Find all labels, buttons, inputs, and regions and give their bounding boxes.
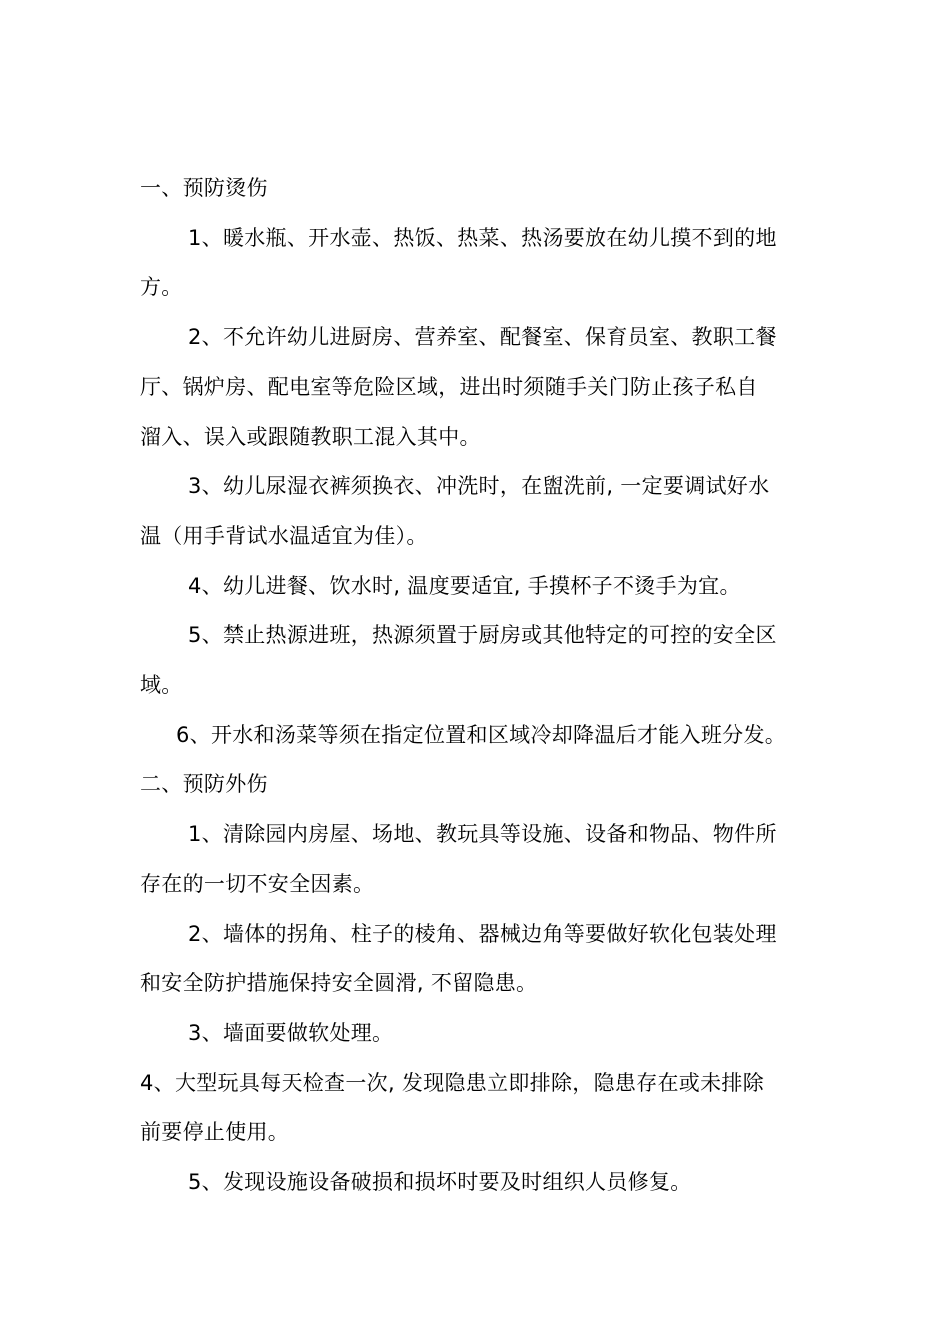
paragraph-line: 方。 bbox=[140, 275, 183, 300]
paragraph-line: 6、开水和汤菜等须在指定位置和区域冷却降温后才能入班分发。 bbox=[176, 722, 787, 747]
paragraph-line: 1、清除园内房屋、场地、教玩具等设施、设备和物品、物件所 bbox=[188, 822, 777, 847]
paragraph-line: 4、大型玩具每天检查一次, 发现隐患立即排除，隐患存在或未排除 bbox=[140, 1070, 765, 1095]
section-heading-scald: 一、预防烫伤 bbox=[140, 176, 268, 200]
section-heading-injury: 二、预防外伤 bbox=[140, 772, 268, 797]
paragraph-line: 存在的一切不安全因素。 bbox=[140, 871, 375, 896]
paragraph-line: 溜入、误入或跟随教职工混入其中。 bbox=[140, 424, 481, 449]
document-body bbox=[140, 164, 820, 1208]
paragraph-line: 温（用手背试水温适宜为佳）。 bbox=[140, 523, 428, 548]
paragraph-line: 1、暖水瓶、开水壶、热饭、热菜、热汤要放在幼儿摸不到的地 bbox=[188, 225, 777, 250]
paragraph-line: 2、墙体的拐角、柱子的棱角、器械边角等要做好软化包装处理 bbox=[188, 921, 777, 946]
paragraph-line: 域。 bbox=[140, 673, 183, 698]
paragraph-line: 2、不允许幼儿进厨房、营养室、配餐室、保育员室、教职工餐 bbox=[188, 325, 777, 350]
paragraph-line: 5、禁止热源进班，热源须置于厨房或其他特定的可控的安全区 bbox=[188, 623, 777, 648]
paragraph-line: 3、墙面要做软处理。 bbox=[188, 1020, 394, 1045]
paragraph-line: 厅、锅炉房、配电室等危险区域，进出时须随手关门防止孩子私自 bbox=[140, 374, 758, 399]
paragraph-line: 3、幼儿尿湿衣裤须换衣、冲洗时，在盥洗前, 一定要调试好水 bbox=[188, 474, 770, 499]
paragraph-line: 和安全防护措施保持安全圆滑, 不留隐患。 bbox=[140, 971, 538, 996]
paragraph-line: 5、发现设施设备破损和损坏时要及时组织人员修复。 bbox=[188, 1170, 692, 1195]
paragraph-line: 前要停止使用。 bbox=[140, 1120, 290, 1145]
paragraph-line: 4、幼儿进餐、饮水时, 温度要适宜, 手摸杯子不烫手为宜。 bbox=[188, 573, 741, 598]
